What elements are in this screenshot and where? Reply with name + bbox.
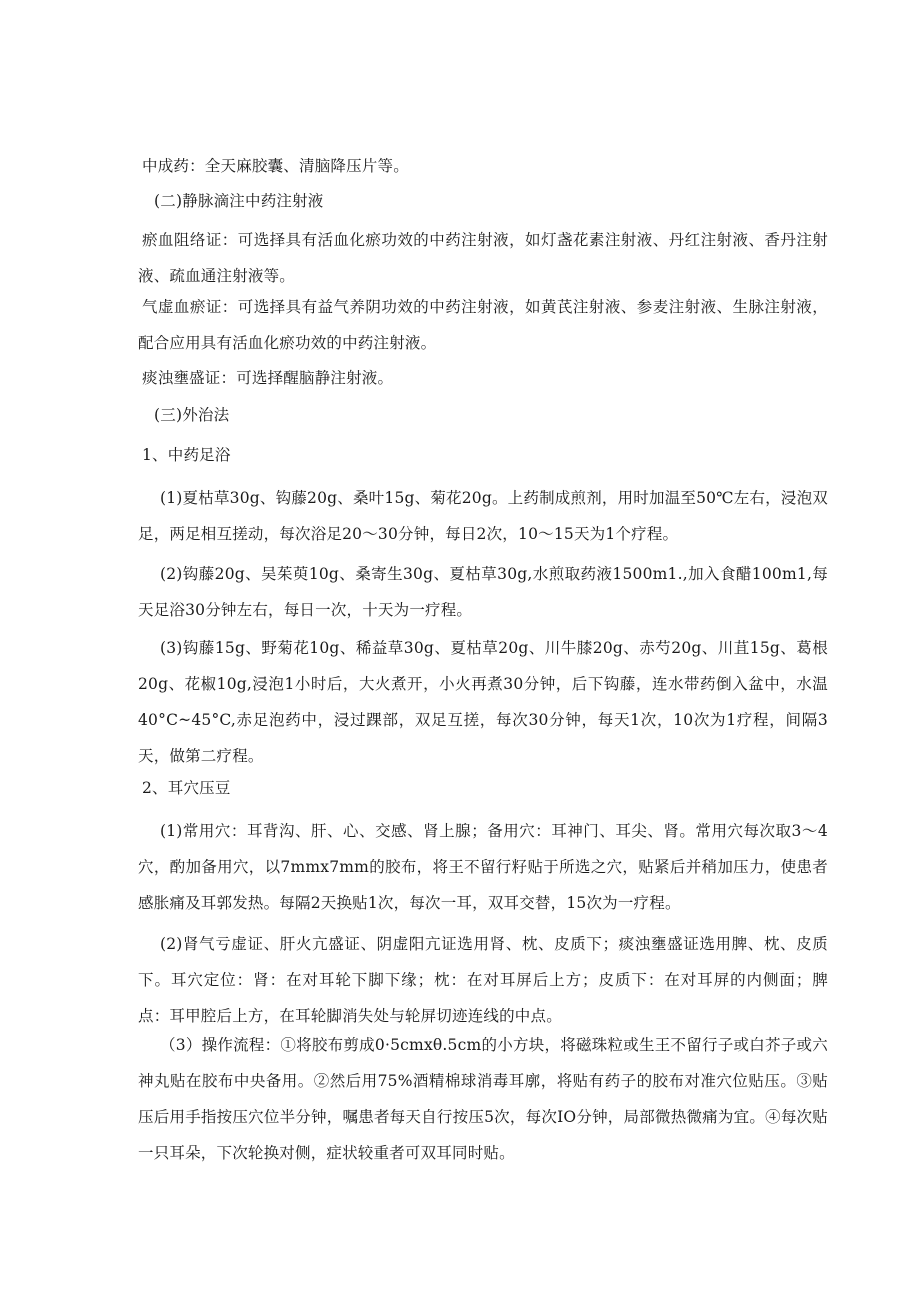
paragraph-phlegm: 痰浊壅盛证：可选择醒脑静注射液。: [142, 369, 394, 387]
paragraph-ear-acupoint-2: (2)肾气亏虚证、肝火亢盛证、阴虚阳亢证选用肾、枕、皮质下；痰浊壅盛证选用脾、枕、皮质下。耳穴定位：肾：在对耳轮下脚下缘；枕：在对耳屏后上方；皮质下：在对耳屏的内侧面；脾点：耳甲腔后上方，在耳轮脚消失处与轮屏切迹连线的中点。: [138, 935, 828, 1025]
paragraph-ear-acupoint-3: （3）操作流程：①将胶布剪成0·5cmxθ.5cm的小方块，将磁珠粒或生王不留行子或白芥子或六神丸贴在胶布中央备用。②然后用75%酒精棉球消毒耳廓，将贴有药子的胶布对准穴位贴压。③贴压后用手指按压穴位半分钟，嘱患者每天自行按压5次，每次IO分钟，局部微热微痛为宜。④每次贴一只耳朵，下次轮换对侧，症状较重者可双耳同时贴。: [138, 1036, 828, 1162]
heading-iv-injection: (二)静脉滴注中药注射液: [154, 192, 324, 210]
paragraph-proprietary-medicine: 中成药：全天麻胶囊、清脑降压片等。: [142, 157, 409, 175]
paragraph-foot-bath-2: (2)钩藤20g、吴茱萸10g、桑寄生30g、夏枯草30g,水煎取药液1500m1.,加入食醋100m1,每天足浴30分钟左右，每日一次，十天为一疗程。: [138, 565, 828, 619]
paragraph-foot-bath-1: (1)夏枯草30g、钩藤20g、桑叶15g、菊花20g。上药制成煎剂，用时加温至50℃左右，浸泡双足，两足相互搓动，每次浴足20～30分钟，每日2次，10～15天为1个疗程。: [138, 489, 828, 543]
heading-ear-acupoint: 2、耳穴压豆: [142, 779, 231, 797]
heading-foot-bath: 1、中药足浴: [142, 446, 231, 464]
paragraph-qi-deficiency: 气虚血瘀证：可选择具有益气养阴功效的中药注射液，如黄芪注射液、参麦注射液、生脉注射液，配合应用具有活血化瘀功效的中药注射液。: [138, 298, 828, 352]
paragraph-ear-acupoint-1: (1)常用穴：耳背沟、肝、心、交感、肾上腺；备用穴：耳神门、耳尖、肾。常用穴每次取3～4穴，酌加备用穴，以7mmx7mm的胶布，将王不留行籽贴于所选之穴，贴紧后并稍加压力，使患者感胀痛及耳郭发热。每隔2天换贴1次，每次一耳，双耳交替，15次为一疗程。: [138, 822, 828, 912]
paragraph-foot-bath-3: (3)钩藤15g、野菊花10g、稀益草30g、夏枯草20g、川牛膝20g、赤芍20g、川苴15g、葛根20g、花椒10g,浸泡1小时后，大火煮开，小火再煮30分钟，后下钩藤，连水带药倒入盆中，水温40°C~45°C,赤足泡药中，浸过踝部，双足互搓，每次30分钟，每天1次，10次为1疗程，间隔3天，做第二疗程。: [138, 639, 828, 765]
heading-external-treatment: (三)外治法: [154, 406, 230, 424]
paragraph-blood-stasis: 瘀血阻络证：可选择具有活血化瘀功效的中药注射液，如灯盏花素注射液、丹红注射液、香丹注射液、疏血通注射液等。: [138, 231, 828, 285]
